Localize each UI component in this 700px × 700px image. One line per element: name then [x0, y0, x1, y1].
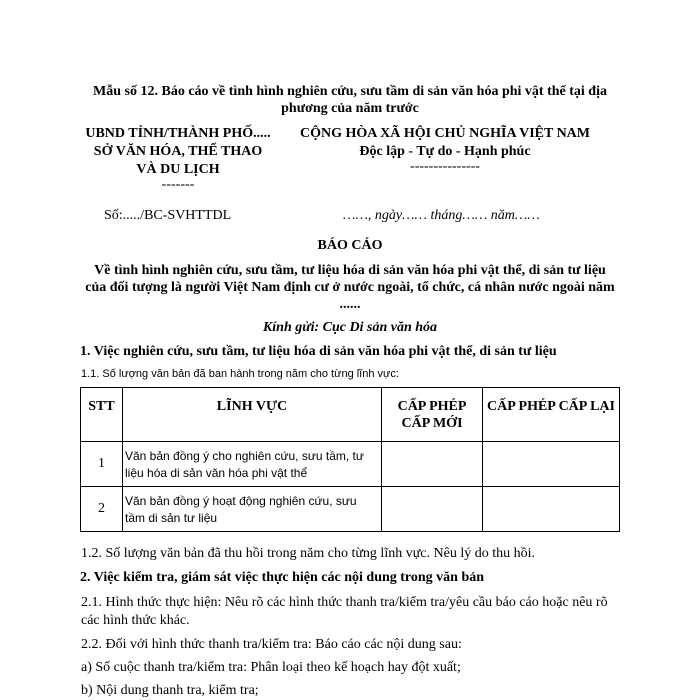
- row-stt: 1: [81, 442, 123, 487]
- row-field: Văn bản đồng ý hoạt động nghiên cứu, sưu tầm di sản tư liệu: [123, 487, 382, 532]
- report-subject: Về tình hình nghiên cứu, sưu tầm, tư liệu hóa di sản văn hóa phi vật thể, di sản tư liệu của đối tượng là người Việt Nam định cư ở nước ngoài, tổ chức, cá nhân nước ngoài năm ......: [85, 263, 615, 312]
- table-header-row: [81, 388, 620, 442]
- row-renew-license: [483, 487, 620, 532]
- document-number: Số:...../BC-SVHTTDL: [104, 208, 232, 223]
- agency-divider: -------: [161, 177, 195, 192]
- header-field: LĨNH VỰC: [123, 388, 382, 442]
- section-2-1-text: 2.1. Hình thức thực hiện: Nêu rõ các hình thức thanh tra/kiểm tra/yêu cầu báo cáo hoặc nêu rõ các hình thức khác.: [81, 595, 608, 628]
- section-2-heading: 2. Việc kiểm tra, giám sát việc thực hiện các nội dung trong văn bản: [80, 570, 485, 585]
- country-name: CỘNG HÒA XÃ HỘI CHỦ NGHĨA VIỆT NAM: [299, 126, 590, 141]
- recipient-line: Kính gửi: Cục Di sản văn hóa: [262, 320, 438, 335]
- table-row: [81, 442, 620, 487]
- section-1-1-text: 1.1. Số lượng văn bản đã ban hành trong năm cho từng lĩnh vực:: [81, 368, 399, 380]
- item-b-text: b) Nội dung thanh tra, kiểm tra;: [81, 683, 259, 698]
- header-stt: STT: [81, 388, 123, 442]
- header-new-license: CẤP PHÉP CẤP MỚI: [382, 388, 483, 442]
- issuing-agency-header: [78, 125, 278, 191]
- row-field: Văn bản đồng ý cho nghiên cứu, sưu tầm, tư liệu hóa di sản văn hóa phi vật thể: [123, 442, 382, 487]
- agency-line-2: SỞ VĂN HÓA, THỂ THAO: [93, 144, 263, 159]
- motto-divider: ---------------: [410, 159, 480, 174]
- table-row: [81, 487, 620, 532]
- row-new-license: [382, 442, 483, 487]
- header-renew-license: CẤP PHÉP CẤP LẠI: [483, 388, 620, 442]
- item-a-text: a) Số cuộc thanh tra/kiểm tra: Phân loại theo kế hoạch hay đột xuất;: [81, 660, 461, 675]
- section-1-heading: 1. Việc nghiên cứu, sưu tầm, tư liệu hóa di sản văn hóa phi vật thể, di sản tư liệu: [80, 344, 557, 359]
- section-2-2-text: 2.2. Đối với hình thức thanh tra/kiểm tra: Báo cáo các nội dung sau:: [81, 637, 462, 652]
- row-stt: 2: [81, 487, 123, 532]
- license-table: [80, 387, 620, 532]
- motto: Độc lập - Tự do - Hạnh phúc: [359, 144, 531, 159]
- agency-line-1: UBND TỈNH/THÀNH PHỐ.....: [85, 126, 271, 141]
- agency-line-3: VÀ DU LỊCH: [136, 162, 220, 177]
- form-title: Mẫu số 12. Báo cáo về tình hình nghiên cứu, sưu tầm di sản văn hóa phi vật thể tại địa phương của năm trước: [93, 84, 607, 116]
- report-heading: BÁO CÁO: [317, 238, 383, 253]
- national-motto-header: [285, 125, 605, 173]
- row-renew-license: [483, 442, 620, 487]
- section-1-2-text: 1.2. Số lượng văn bản đã thu hồi trong năm cho từng lĩnh vực. Nêu lý do thu hồi.: [81, 546, 536, 561]
- row-new-license: [382, 487, 483, 532]
- date-line: ……, ngày…… tháng…… năm……: [343, 208, 540, 223]
